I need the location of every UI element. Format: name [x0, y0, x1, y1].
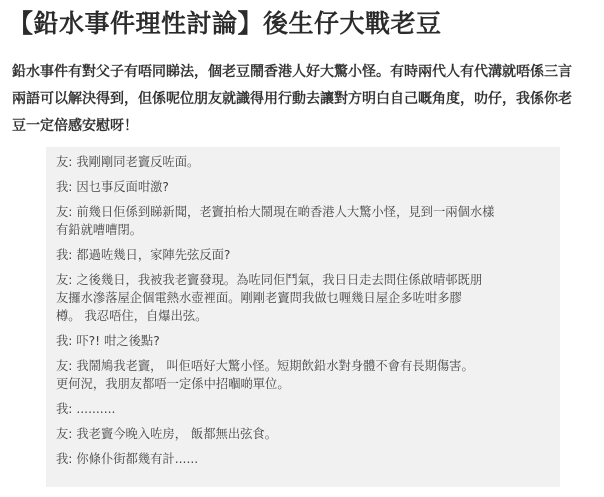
dialog-line [56, 332, 550, 350]
dialog-text: 友: 前幾日佢係到睇新聞，老竇拍枱大鬧現在啲香港人大驚小怪，見到一兩個水樣 [56, 205, 495, 219]
dialog-text: 有鉛就嘈嘈閉。 [56, 223, 143, 237]
intro-line: 鉛水事件有對父子有唔同睇法，個老豆鬧香港人好大驚小怪。有時兩代人有代溝就唔係三言 [12, 64, 572, 80]
dialog-line [56, 178, 550, 196]
dialog-text: 友: 我老竇今晚入咗房， 飯都無出弦食。 [56, 427, 278, 441]
intro-line: 豆一定倍感安慰呀！ [12, 118, 138, 134]
intro-line: 兩語可以解決得到，但係呢位朋友就識得用行動去讓對方明白自己嘅角度，叻仔，我係你老 [12, 91, 572, 107]
dialog-text: 友攞水滲落屋企個電熱水壺裡面。剛剛老竇問我做乜喱幾日屋企多咗咁多膠 [56, 291, 462, 305]
dialog-text: 友: 我剛剛同老竇反咗面。 [56, 155, 200, 169]
dialog-line [56, 400, 550, 418]
dialog-text: 友: 之後幾日，我被我老竇發現。為咗同佢鬥氣，我日日走去問住係啟晴邨既朋 [56, 273, 483, 287]
dialog-line [56, 153, 550, 171]
dialog-text: 我: 吓?! 咁之後點? [56, 334, 160, 348]
dialog-text: 我: 因乜事反面咁激? [56, 180, 169, 194]
dialog-text: 友: 我鬧鳩我老竇， 叫佢唔好大驚小怪。短期飲鉛水對身體不會有長期傷害。 [56, 359, 474, 373]
dialog-text: 更何況，我朋友都唔一定係中招嗰啲單位。 [56, 377, 290, 391]
dialog-line [56, 246, 550, 264]
dialog-box [46, 147, 560, 487]
dialog-line [56, 450, 550, 468]
dialog-line [56, 271, 550, 325]
dialog-text: 我: .......... [56, 402, 116, 416]
dialog-text: 樽。 我忍唔住，自爆出弦。 [56, 309, 208, 323]
dialog-line [56, 203, 550, 239]
dialog-text: 我: 你條仆街都幾有計...... [56, 452, 199, 466]
dialog-text: 我: 都過咗幾日，家陣先弦反面? [56, 248, 231, 262]
article-title: 【鉛水事件理性討論】後生仔大戰老豆 [8, 9, 442, 38]
article-intro [12, 59, 592, 140]
dialog-line [56, 425, 550, 443]
dialog-line [56, 357, 550, 393]
